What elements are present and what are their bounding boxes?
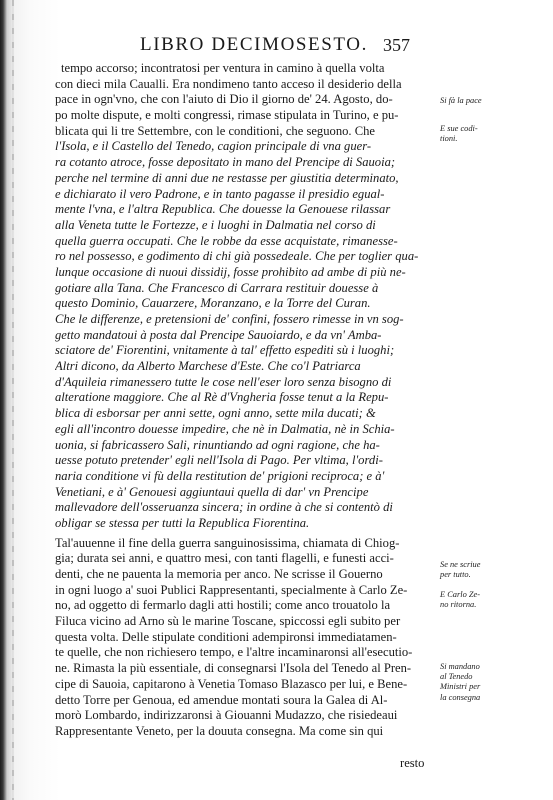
text-line: sciatore de' Fiorentini, vnitamente à tal' effetto espediti sù i luoghi; — [55, 343, 395, 358]
text-line: Venetiani, e à' Genouesi aggiuntaui quella di dar' vn Prencipe — [55, 484, 369, 499]
text-line: obligar se stessa per tutti la Republica Fiorentina. — [55, 515, 310, 530]
text-line: Altri dicono, da Alberto Marchese d'Este. Che co'l Patriarca — [55, 359, 361, 374]
text-line: egli all'incontro douesse impedire, che nè in Dalmatia, nè in Schia- — [55, 421, 395, 436]
text-line: morò Lombardo, indirizzaronsi à Giouanni Mudazzo, che risiedeaui — [55, 708, 398, 723]
margin-notes — [440, 0, 550, 800]
margin-note: Si fà la pace — [440, 96, 482, 105]
text-line: detto Torre per Genoua, ed amendue montati soura la Galea di Al- — [55, 692, 388, 707]
text-line: in ogni luogo a' suoi Publici Rappresentanti, specialmente à Carlo Ze- — [55, 582, 408, 597]
text-line: mallevadore dell'osseruanza sincera; in ordine à che si contentò di — [55, 500, 393, 515]
text-line: quella guerra occupati. Che le robbe da esse acquistate, rimanesse- — [55, 233, 398, 248]
text-line: gotiare alla Tana. Che Francesco di Carrara restituir douesse à — [55, 280, 379, 295]
text-line: tempo accorso; incontratosi per ventura in camino à quella volta — [61, 61, 385, 75]
text-line: Che le differenze, e pretensioni de' confini, fossero rimesse in vn sog- — [55, 312, 404, 326]
text-line: con dieci mila Caualli. Era nondimeno tanto acceso il desiderio della — [55, 76, 402, 91]
text-line: po molte dispute, e molti congressi, rimase stipulata in Turino, e pu- — [55, 108, 399, 123]
text-line: d'Aquileia rimanessero tutte le cose nell'eser loro senza bisogno di — [55, 374, 392, 389]
text-line: no, ad oggetto di fermarlo dagli atti hostili; come anco trouatolo la — [55, 598, 391, 613]
text-line: ra cotanto atroce, fosse depositato in mano del Prencipe di Sauoia; — [55, 155, 396, 170]
text-line: questo Dominio, Cauarzere, Moranzano, e la Torre del Curan. — [55, 296, 371, 311]
text-line: blicata qui li tre Settembre, con le conditioni, che seguono. Che — [55, 123, 376, 138]
text-line: Tal'auuenne il fine della guerra sanguinosissima, chiamata di Chiog- — [55, 535, 400, 550]
text-line: uesse potuto pretender' egli nell'Isola di Pago. Per vltima, l'ordi- — [55, 453, 383, 468]
text-line: cipe di Sauoia, capitarono à Venetia Tomaso Blazasco per lui, e Bene- — [55, 676, 408, 691]
text-line: mente l'vna, e l'altra Republica. Che douesse la Genouese rilassar — [55, 202, 391, 217]
margin-note: E sue codi- tioni. — [440, 124, 478, 144]
text-line: ro nel possesso, e godimento di chi già possedeale. Che per toglier qua- — [55, 249, 419, 264]
text-line: ne. Rimasta la più essentiale, di consegnarsi l'Isola del Tenedo al Pren- — [55, 661, 412, 676]
text-line: Rappresentante Veneto, per la douuta consegna. Ma come sin qui — [55, 723, 384, 738]
text-line: blica di esborsar per anni sette, ogni anno, sette mila ducati; & — [55, 406, 376, 421]
text-line: uonia, si fabricassero Sali, rinuntiando ad ogni ragione, che ha- — [55, 437, 380, 452]
text-line: Filuca vicino ad Arno sù le marine Toscane, spiccossi egli subito per — [55, 614, 401, 629]
margin-note: E Carlo Ze- no ritorna. — [440, 590, 481, 610]
text-line: alteratione maggiore. Che al Rè d'Vngheria fosse tenut a la Repu- — [55, 390, 389, 405]
page-header — [140, 34, 440, 58]
text-line: perche nel termine di anni due ne restasse per giustitia determinato, — [55, 170, 399, 185]
text-line: l'Isola, e il Castello del Tenedo, cagion principale di vna guer- — [55, 139, 372, 154]
margin-note: Si mandano al Tenedo Ministri per la consegna — [440, 662, 481, 702]
text-line: gia; durata sei anni, e quattro mesi, con tanti flagelli, e funesti acci- — [55, 551, 394, 566]
text-line: getto mandatoui à posta dal Prencipe Sauoiardo, e da vn' Amba- — [55, 327, 382, 342]
text-line: questa volta. Delle stipulate conditioni adempironsi immediatamen- — [55, 629, 397, 644]
catchword: resto — [400, 756, 425, 770]
text-line: te quelle, che non richiesero tempo, e l'altre incaminaronsi all'esecutio- — [55, 645, 413, 660]
text-line: naria conditione vi fù della restitution de' prigioni reciproca; e à' — [55, 468, 385, 483]
text-line: pace in ogn'vno, che con l'aiuto di Dio il giorno de' 24. Agosto, do- — [55, 92, 393, 107]
body-text — [55, 61, 437, 740]
page-number: 357 — [383, 35, 410, 55]
text-line: e dichiarato il vero Padrone, e in tanto pagasse il presidio egual- — [55, 186, 385, 201]
text-line: lunque occasione di nuoui dissidij, fosse prohibito ad ambe di più ne- — [55, 264, 406, 279]
text-line: denti, che ne pauenta la memoria per anco. Ne scrisse il Gouerno — [55, 567, 383, 581]
running-head: LIBRO DECIMOSESTO. — [140, 34, 368, 55]
text-line: alla Veneta tutte le Fortezze, e i luoghi in Dalmatia nel corso di — [55, 217, 376, 232]
margin-note: Se ne scriue per tutto. — [440, 560, 481, 580]
